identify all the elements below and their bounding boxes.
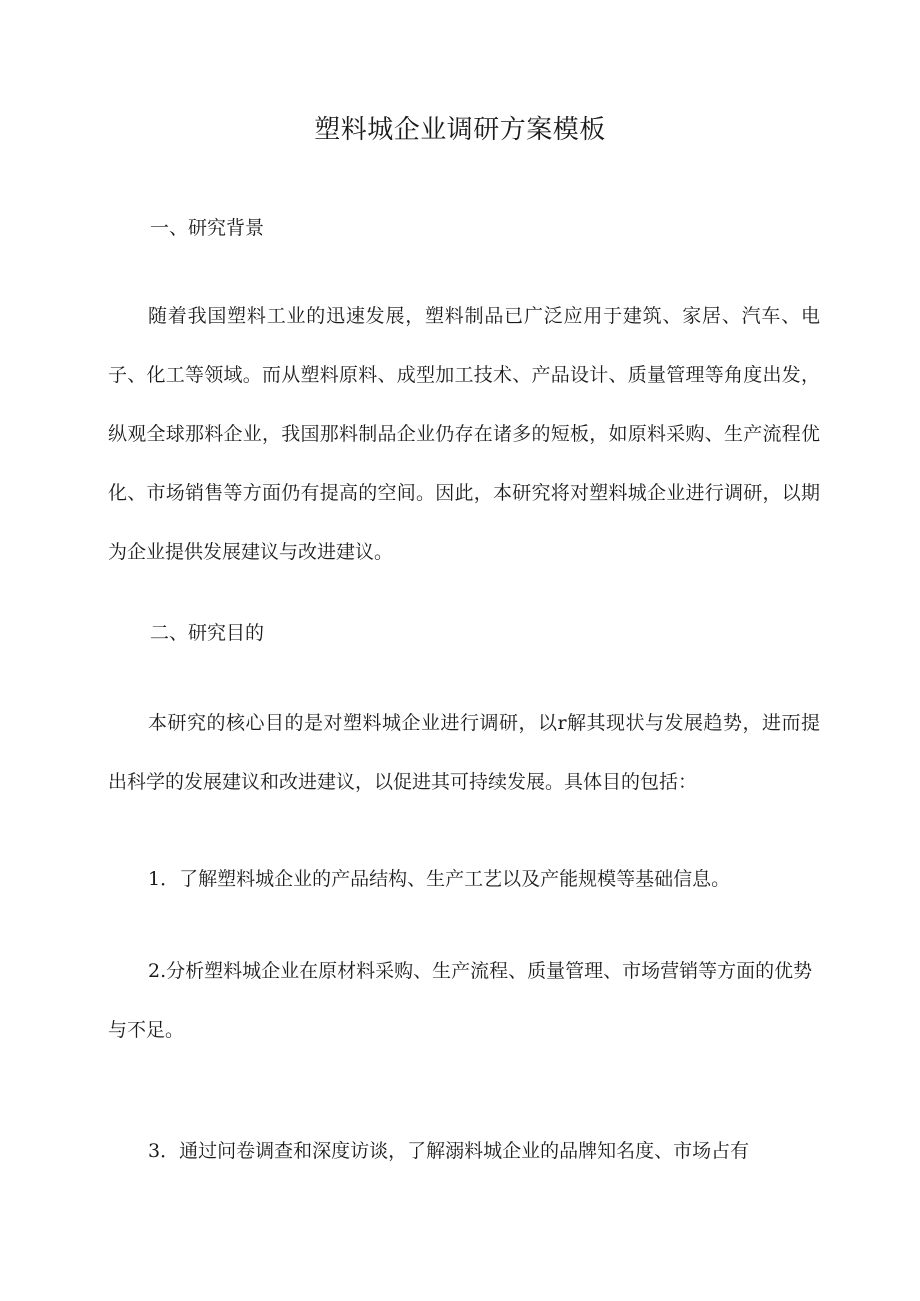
purpose-item-2: 2.分析塑料城企业在原材料采购、生产流程、质量管理、市场营销等方面的优势与不足。 <box>108 960 813 1041</box>
section-heading-background: 一、研究背景 <box>150 217 265 239</box>
purpose-item-3: 3．通过问卷调查和深度访谈，了解溺料城企业的品牌知名度、市场占有 <box>148 1140 750 1162</box>
purpose-paragraph: 本研究的核心目的是对塑料城企业进行调研，以r解其现状与发展趋势，进而提出科学的发展建议和改进建议，以促进其可持续发展。具体目的包括： <box>108 712 820 793</box>
document-title: 塑料城企业调研方案模板 <box>314 115 606 145</box>
background-paragraph: 随着我国塑料工业的迅速发展，塑料制品已广泛应用于建筑、家居、汽车、电子、化工等领域。而从塑料原料、成型加工技术、产品设计、质量管理等角度出发，纵观全球那料企业，我国那料制品企业仍存在诸多的短板，如原料采购、生产流程优化、市场销售等方面仍有提高的空间。因此，本研究将对塑料城企业进行调研，以期为企业提供发展建议与改进建议。 <box>108 305 820 563</box>
section-heading-purpose: 二、研究目的 <box>150 622 265 644</box>
purpose-item-1: 1．了解塑料城企业的产品结构、生产工艺以及产能规模等基础信息。 <box>148 868 731 890</box>
